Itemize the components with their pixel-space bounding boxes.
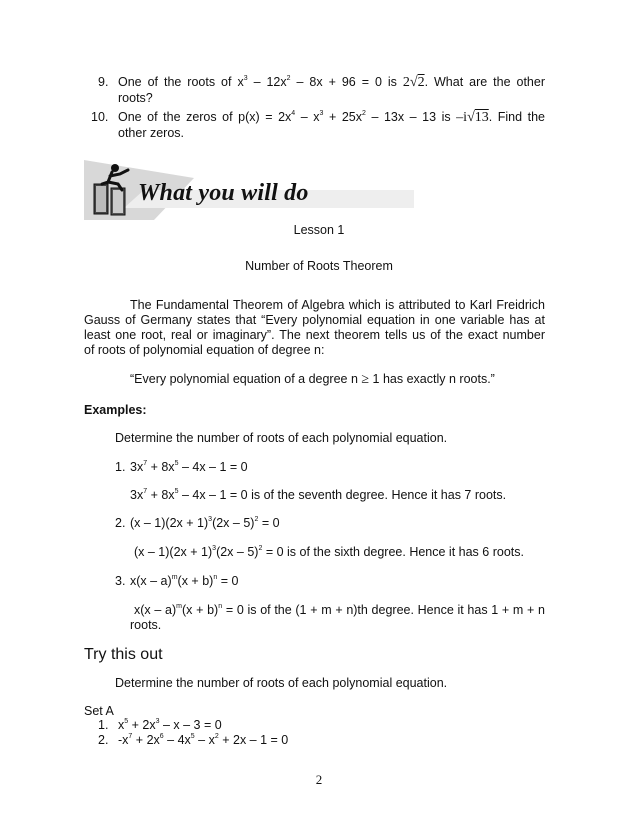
problem-number: 10.: [91, 110, 109, 124]
set-label: Set A: [84, 704, 114, 718]
equation: $-x^7 + 2x^6 - 4x^5 - x^2 + 2x - 1 = 0$: [118, 732, 289, 747]
banner-title: What you will do: [138, 180, 309, 206]
lesson-title: Number of Roots Theorem: [245, 259, 393, 273]
problem-text-line: One of the zeros of $p(x) = 2x^4 - x^3 + 25x^2 - 13x - 13$ is –i√13. Find the: [118, 109, 546, 125]
try-this-instruction: Determine the number of roots of each polynomial equation.: [115, 676, 448, 690]
page-number: 2: [315, 772, 323, 787]
example-answer-continued: roots.: [130, 618, 162, 632]
problem-text-line: One of the roots of $x^3 - 12x^2 - 8x + 96 = 0$ is 2√2. What are the other: [118, 74, 545, 90]
problem-text-line: roots?: [118, 91, 153, 105]
equation: $x(x - a)^m(x + b)^n = 0$: [130, 573, 239, 588]
examples-heading: Examples:: [84, 403, 147, 417]
example-answer: $x(x - a)^m(x + b)^n = 0$ is of the (1 + m + n)th degree. Hence it has 1 + m + n: [134, 602, 545, 617]
equation: $(x - 1)(2x + 1)^3(2x - 5)^2 = 0$: [130, 515, 280, 530]
examples-instruction: Determine the number of roots of each polynomial equation.: [115, 431, 448, 445]
theorem-statement: “Every polynomial equation of a degree n ≥ 1 has exactly n roots.”: [130, 372, 495, 387]
equation: $3x^7 + 8x^5 - 4x - 1 = 0$: [130, 459, 248, 474]
example-answer: $(x - 1)(2x + 1)^3(2x - 5)^2 = 0$ is of the sixth degree. Hence it has 6 roots.: [134, 544, 524, 559]
example-answer: $3x^7 + 8x^5 - 4x - 1 = 0$ is of the seventh degree. Hence it has 7 roots.: [130, 487, 507, 502]
try-this-heading: Try this out: [84, 646, 163, 663]
problem-number: 9.: [98, 75, 109, 89]
radical-expression: 2√2: [402, 75, 425, 90]
equation: $x^5 + 2x^3 - x - 3 = 0$: [118, 717, 222, 732]
radical-expression: –i√13: [456, 110, 489, 125]
section-banner: [84, 160, 414, 220]
lesson-label: Lesson 1: [293, 223, 345, 237]
problem-text-line: other zeros.: [118, 126, 185, 140]
